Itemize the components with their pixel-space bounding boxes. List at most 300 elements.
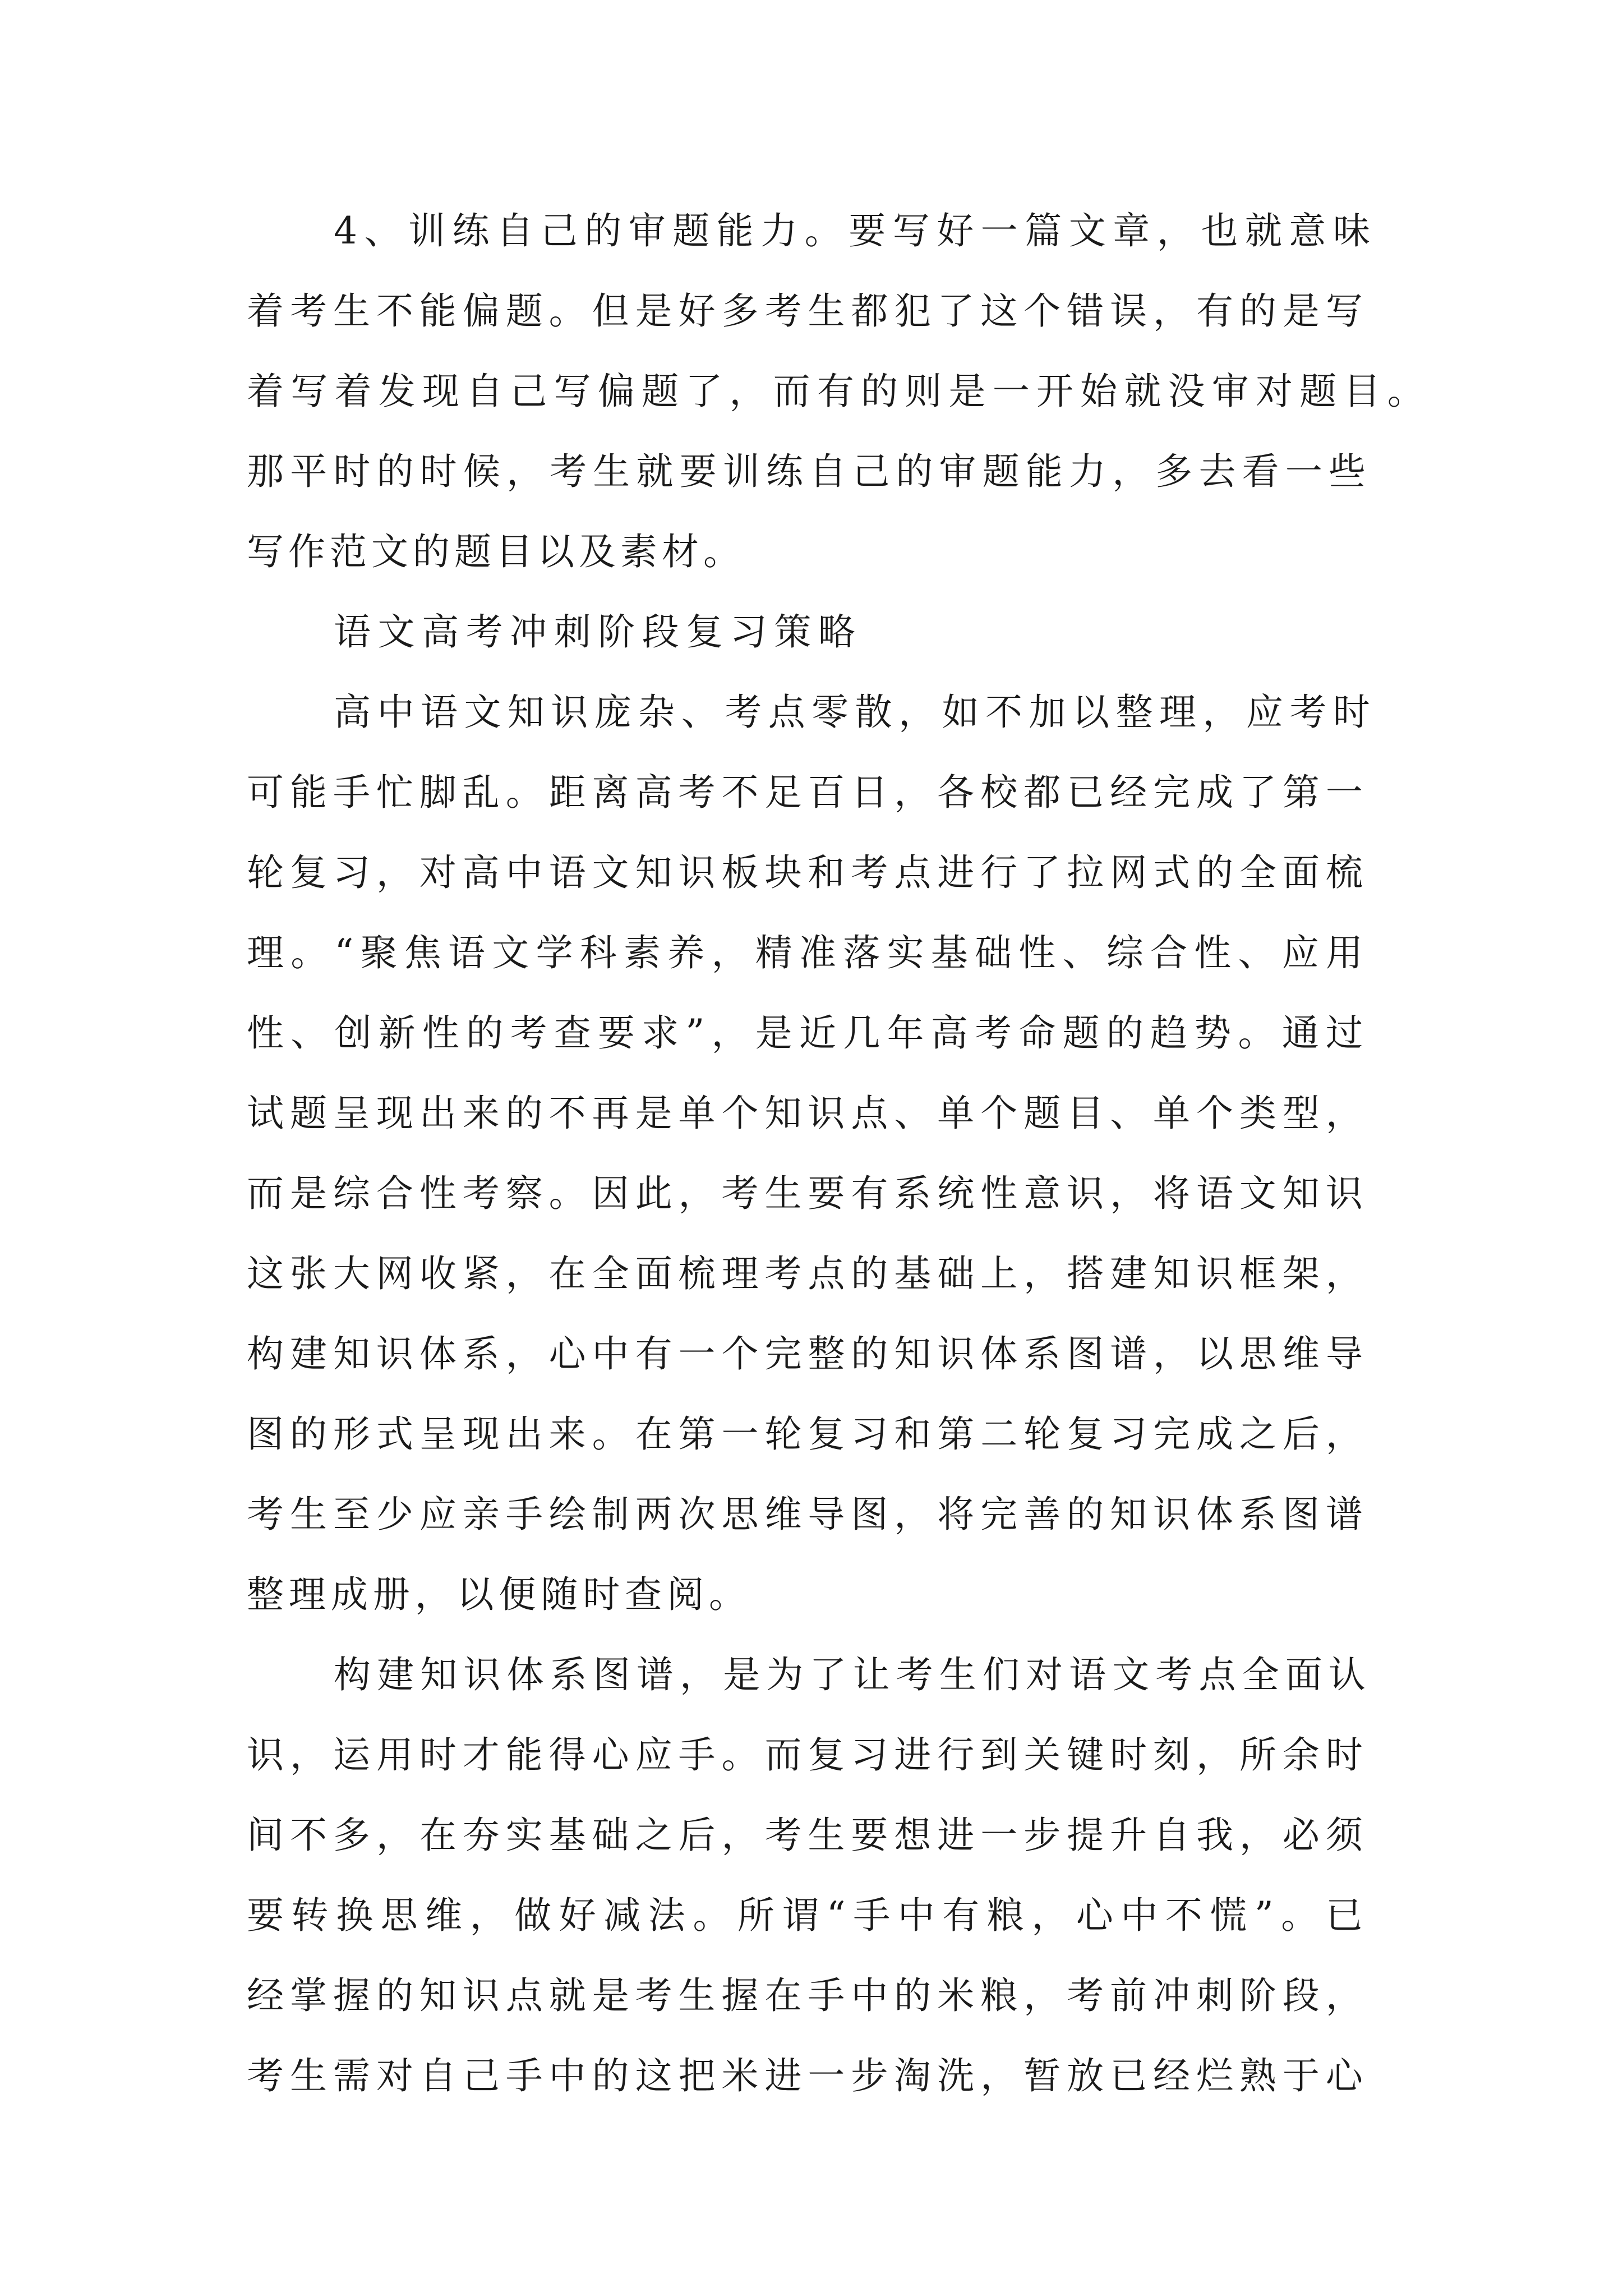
glyph: 考 bbox=[289, 289, 327, 333]
glyph: 以 bbox=[1196, 1332, 1233, 1375]
glyph: 一 bbox=[1285, 450, 1322, 493]
glyph: 是 bbox=[289, 1172, 327, 1215]
glyph: 关 bbox=[1023, 1733, 1061, 1777]
glyph: 维 bbox=[764, 1493, 802, 1536]
glyph: 间 bbox=[247, 1814, 284, 1857]
section-heading bbox=[334, 607, 855, 657]
glyph: 审 bbox=[939, 450, 976, 493]
glyph: 成 bbox=[330, 1573, 368, 1616]
glyph: 势 bbox=[1194, 1011, 1232, 1055]
glyph: ， bbox=[898, 691, 936, 734]
glyph: 也 bbox=[1201, 209, 1238, 252]
glyph: 考 bbox=[896, 1653, 933, 1696]
glyph: 生 bbox=[289, 2054, 327, 2097]
glyph: 对 bbox=[376, 2054, 413, 2097]
paragraph-line bbox=[247, 1489, 1363, 1540]
glyph: 命 bbox=[1018, 1011, 1056, 1055]
glyph: 是 bbox=[723, 1653, 760, 1696]
glyph: 的 bbox=[1067, 1493, 1104, 1536]
glyph: 经 bbox=[1153, 2054, 1191, 2097]
glyph: 略 bbox=[818, 610, 855, 654]
glyph: ， bbox=[1110, 1172, 1147, 1215]
glyph: 。 bbox=[1387, 370, 1424, 413]
glyph: 考 bbox=[764, 1814, 802, 1857]
glyph: 中 bbox=[1121, 1894, 1158, 1937]
glyph: 行 bbox=[980, 851, 1018, 894]
glyph: 综 bbox=[333, 1172, 370, 1215]
glyph: 了 bbox=[809, 1653, 847, 1696]
glyph: 单 bbox=[678, 1092, 716, 1135]
glyph: 着 bbox=[334, 370, 372, 413]
glyph: 题 bbox=[454, 530, 491, 573]
glyph: 时 bbox=[419, 450, 457, 493]
glyph: 有 bbox=[635, 1332, 672, 1375]
glyph: 生 bbox=[289, 1493, 327, 1536]
glyph: 有 bbox=[942, 1894, 980, 1937]
glyph: 识 bbox=[937, 1332, 975, 1375]
glyph: 写 bbox=[1325, 289, 1363, 333]
glyph: 理 bbox=[247, 931, 284, 974]
glyph: 了 bbox=[1239, 771, 1276, 814]
glyph: 。 bbox=[548, 289, 586, 333]
paragraph-line bbox=[247, 366, 1424, 417]
glyph: 我 bbox=[1196, 1814, 1233, 1857]
glyph: 散 bbox=[855, 691, 892, 734]
glyph: 习 bbox=[851, 1412, 888, 1456]
paragraph-line bbox=[334, 206, 1370, 256]
glyph: 提 bbox=[1067, 1814, 1104, 1857]
glyph: 全 bbox=[1242, 1653, 1279, 1696]
glyph: 习 bbox=[333, 851, 370, 894]
glyph: ， bbox=[980, 2054, 1018, 2097]
glyph: 而 bbox=[764, 1733, 802, 1777]
glyph: 实 bbox=[887, 931, 924, 974]
glyph: 应 bbox=[1246, 691, 1283, 734]
glyph: 。 bbox=[721, 1733, 759, 1777]
glyph: 粮 bbox=[986, 1894, 1024, 1937]
glyph: 个 bbox=[1196, 1092, 1233, 1135]
glyph: 自 bbox=[496, 209, 534, 252]
glyph: 己 bbox=[852, 450, 890, 493]
glyph: 习 bbox=[1110, 1412, 1147, 1456]
glyph: 自 bbox=[419, 2054, 457, 2097]
glyph: 经 bbox=[247, 1974, 284, 2017]
glyph: 识 bbox=[1196, 1252, 1233, 1295]
glyph: 思 bbox=[380, 1894, 418, 1937]
glyph: 及 bbox=[579, 530, 616, 573]
paragraph-line bbox=[247, 767, 1363, 818]
glyph: 性 bbox=[419, 1172, 457, 1215]
glyph: “ bbox=[334, 931, 354, 974]
glyph: 的 bbox=[584, 209, 622, 252]
glyph: 考 bbox=[721, 1172, 759, 1215]
glyph: 维 bbox=[1282, 1332, 1320, 1375]
glyph: ， bbox=[289, 1733, 327, 1777]
glyph: 不 bbox=[376, 289, 413, 333]
glyph: 两 bbox=[635, 1493, 672, 1536]
glyph: 熟 bbox=[1239, 2054, 1276, 2097]
glyph: 完 bbox=[980, 1493, 1018, 1536]
paragraph-line bbox=[247, 527, 740, 577]
glyph: 能 bbox=[505, 1733, 543, 1777]
glyph: 考 bbox=[1067, 1974, 1104, 2017]
glyph: 养 bbox=[667, 931, 705, 974]
glyph: 自 bbox=[466, 370, 504, 413]
glyph: 、 bbox=[894, 1092, 932, 1135]
glyph: 就 bbox=[1124, 370, 1161, 413]
glyph: 建 bbox=[1110, 1252, 1147, 1295]
glyph: 段 bbox=[1282, 1974, 1320, 2017]
glyph: 谱 bbox=[636, 1653, 674, 1696]
glyph: 进 bbox=[937, 1814, 975, 1857]
glyph: 就 bbox=[1244, 209, 1282, 252]
glyph: 着 bbox=[247, 289, 284, 333]
glyph: 维 bbox=[425, 1894, 463, 1937]
glyph: 题 bbox=[1299, 370, 1337, 413]
glyph: 阅 bbox=[667, 1573, 704, 1616]
glyph: 性 bbox=[1194, 931, 1232, 974]
glyph: 知 bbox=[1282, 1172, 1320, 1215]
glyph: 洗 bbox=[937, 2054, 975, 2097]
glyph: 段 bbox=[642, 610, 679, 654]
glyph: 知 bbox=[333, 1332, 370, 1375]
glyph: 时 bbox=[1110, 1733, 1147, 1777]
glyph: 谱 bbox=[1325, 1493, 1363, 1536]
glyph: 系 bbox=[1023, 1332, 1061, 1375]
glyph: ” bbox=[685, 1011, 705, 1055]
glyph: 创 bbox=[334, 1011, 372, 1055]
glyph: 识 bbox=[463, 1653, 501, 1696]
glyph: 习 bbox=[730, 610, 767, 654]
glyph: 谓 bbox=[782, 1894, 819, 1937]
glyph: 篇 bbox=[1025, 209, 1062, 252]
glyph: 对 bbox=[419, 851, 457, 894]
glyph: 百 bbox=[808, 771, 845, 814]
glyph: 轮 bbox=[764, 1412, 802, 1456]
glyph: 、 bbox=[681, 691, 718, 734]
glyph: 不 bbox=[1165, 1894, 1202, 1937]
glyph: 是 bbox=[755, 1011, 792, 1055]
glyph: ， bbox=[1153, 1332, 1191, 1375]
glyph: 出 bbox=[505, 1412, 543, 1456]
glyph: ， bbox=[894, 1493, 932, 1536]
glyph: 行 bbox=[937, 1733, 975, 1777]
paragraph-line bbox=[247, 1810, 1363, 1861]
glyph: 阶 bbox=[1239, 1974, 1276, 2017]
glyph: 知 bbox=[419, 1974, 457, 2017]
glyph: 一 bbox=[808, 2054, 845, 2097]
glyph: 现 bbox=[422, 370, 459, 413]
glyph: 对 bbox=[1026, 1653, 1063, 1696]
glyph: 个 bbox=[721, 1332, 759, 1375]
glyph: 复 bbox=[1067, 1412, 1104, 1456]
glyph: 完 bbox=[1153, 771, 1191, 814]
glyph: 思 bbox=[1239, 1332, 1276, 1375]
glyph: 一 bbox=[678, 1332, 716, 1375]
glyph: 整 bbox=[808, 1332, 845, 1375]
glyph: 。 bbox=[505, 771, 543, 814]
glyph: 误 bbox=[1110, 289, 1147, 333]
glyph: 了 bbox=[937, 289, 975, 333]
glyph: 将 bbox=[1153, 1172, 1191, 1215]
glyph: 生 bbox=[593, 450, 630, 493]
glyph: 粮 bbox=[980, 1974, 1018, 2017]
glyph: 时 bbox=[583, 1573, 620, 1616]
glyph: 题 bbox=[672, 209, 710, 252]
glyph: 审 bbox=[1211, 370, 1249, 413]
glyph: 素 bbox=[620, 530, 657, 573]
glyph: 用 bbox=[376, 1733, 413, 1777]
glyph: 复 bbox=[808, 1412, 845, 1456]
glyph: 对 bbox=[1256, 370, 1293, 413]
glyph: 此 bbox=[635, 1172, 672, 1215]
glyph: 目 bbox=[1343, 370, 1381, 413]
glyph: 。 bbox=[548, 1172, 586, 1215]
glyph: 好 bbox=[937, 209, 974, 252]
glyph: 识 bbox=[462, 1974, 500, 2017]
glyph: 生 bbox=[808, 1814, 845, 1857]
glyph: ， bbox=[376, 851, 413, 894]
glyph: 随 bbox=[541, 1573, 578, 1616]
glyph: 拉 bbox=[1067, 851, 1104, 894]
glyph: 、 bbox=[1062, 931, 1100, 974]
glyph: 让 bbox=[852, 1653, 890, 1696]
glyph: 第 bbox=[1282, 771, 1320, 814]
glyph: 始 bbox=[1080, 370, 1118, 413]
glyph: 都 bbox=[851, 289, 888, 333]
glyph: 生 bbox=[808, 289, 845, 333]
glyph: 以 bbox=[537, 530, 574, 573]
glyph: 烂 bbox=[1196, 2054, 1233, 2097]
paragraph-line bbox=[334, 687, 1370, 738]
glyph: 个 bbox=[980, 1092, 1018, 1135]
glyph: 考 bbox=[725, 691, 762, 734]
glyph: 刺 bbox=[554, 610, 591, 654]
glyph: 图 bbox=[247, 1412, 284, 1456]
glyph: 系 bbox=[894, 1172, 932, 1215]
glyph: 的 bbox=[376, 1974, 413, 2017]
glyph: 语 bbox=[420, 691, 458, 734]
glyph: 题 bbox=[1023, 1092, 1061, 1135]
glyph: ， bbox=[1239, 1814, 1276, 1857]
glyph: 握 bbox=[721, 1974, 759, 2017]
glyph: 理 bbox=[721, 1252, 759, 1295]
glyph: 的 bbox=[289, 1412, 327, 1456]
glyph: 作 bbox=[288, 530, 325, 573]
glyph: 知 bbox=[420, 1653, 458, 1696]
glyph: 近 bbox=[799, 1011, 836, 1055]
glyph: 理 bbox=[1159, 691, 1196, 734]
glyph: 中 bbox=[377, 691, 414, 734]
glyph: ， bbox=[711, 1011, 749, 1055]
glyph: 收 bbox=[419, 1252, 457, 1295]
glyph: 时 bbox=[1332, 691, 1370, 734]
glyph: 己 bbox=[540, 209, 578, 252]
glyph: 语 bbox=[334, 610, 371, 654]
glyph: 用 bbox=[1326, 931, 1363, 974]
paragraph-line bbox=[247, 1168, 1363, 1219]
glyph: 之 bbox=[1239, 1412, 1276, 1456]
glyph: 题 bbox=[1062, 1011, 1100, 1055]
glyph: 在 bbox=[764, 1974, 802, 2017]
glyph: 4 bbox=[334, 209, 357, 252]
glyph: 。 bbox=[708, 1573, 746, 1616]
glyph: 偏 bbox=[597, 370, 635, 413]
paragraph-line bbox=[247, 1008, 1363, 1059]
glyph: 文 bbox=[1068, 209, 1106, 252]
glyph: 加 bbox=[1029, 691, 1066, 734]
glyph: 有 bbox=[817, 370, 854, 413]
glyph: 识 bbox=[551, 691, 588, 734]
glyph: 识 bbox=[1153, 1493, 1191, 1536]
glyph: 经 bbox=[1110, 771, 1147, 814]
glyph: 思 bbox=[721, 1493, 759, 1536]
glyph: 夯 bbox=[462, 1814, 500, 1857]
glyph: 性 bbox=[980, 1172, 1018, 1215]
glyph: 、 bbox=[291, 1011, 328, 1055]
glyph: 和 bbox=[808, 851, 845, 894]
glyph: 后 bbox=[678, 1814, 716, 1857]
glyph: 体 bbox=[1196, 1493, 1233, 1536]
glyph: 整 bbox=[1115, 691, 1153, 734]
glyph: 通 bbox=[1281, 1011, 1319, 1055]
glyph: 有 bbox=[1196, 289, 1233, 333]
glyph: 把 bbox=[678, 2054, 716, 2097]
glyph: 系 bbox=[462, 1332, 500, 1375]
glyph: 搭 bbox=[1067, 1252, 1104, 1295]
glyph: 为 bbox=[766, 1653, 804, 1696]
glyph: 开 bbox=[1036, 370, 1073, 413]
glyph: 单 bbox=[937, 1092, 975, 1135]
glyph: 刺 bbox=[1196, 1974, 1233, 2017]
glyph: 要 bbox=[598, 1011, 635, 1055]
glyph: 心 bbox=[548, 1332, 586, 1375]
glyph: 全 bbox=[592, 1252, 629, 1295]
glyph: 策 bbox=[774, 610, 811, 654]
glyph: 已 bbox=[1110, 2054, 1147, 2097]
glyph: 点 bbox=[894, 851, 932, 894]
glyph: 不 bbox=[548, 1092, 586, 1135]
glyph: 题 bbox=[289, 1092, 327, 1135]
glyph: 一 bbox=[992, 370, 1030, 413]
glyph: 些 bbox=[1328, 450, 1366, 493]
glyph: 形 bbox=[333, 1412, 370, 1456]
glyph: 统 bbox=[937, 1172, 975, 1215]
glyph: 全 bbox=[1239, 851, 1276, 894]
glyph: 写 bbox=[291, 370, 328, 413]
paragraph-line bbox=[247, 1570, 746, 1620]
glyph: 校 bbox=[980, 771, 1018, 814]
glyph: 于 bbox=[1282, 2054, 1320, 2097]
glyph: 所 bbox=[1239, 1733, 1276, 1777]
glyph: 不 bbox=[289, 1814, 327, 1857]
glyph: 能 bbox=[1025, 450, 1063, 493]
glyph: 在 bbox=[419, 1814, 457, 1857]
glyph: 建 bbox=[377, 1653, 414, 1696]
glyph: 自 bbox=[1153, 1814, 1191, 1857]
glyph: 在 bbox=[548, 1252, 586, 1295]
glyph: ， bbox=[1156, 209, 1194, 252]
glyph: 多 bbox=[1155, 450, 1193, 493]
glyph: 网 bbox=[376, 1252, 413, 1295]
glyph: 转 bbox=[291, 1894, 329, 1937]
glyph: 忙 bbox=[376, 771, 413, 814]
glyph: 体 bbox=[980, 1332, 1018, 1375]
glyph: 的 bbox=[1196, 851, 1233, 894]
glyph: 慌 bbox=[1210, 1894, 1247, 1937]
glyph: 握 bbox=[333, 1974, 370, 2017]
glyph: 复 bbox=[808, 1733, 845, 1777]
glyph: 面 bbox=[635, 1252, 672, 1295]
glyph: 至 bbox=[333, 1493, 370, 1536]
glyph: 落 bbox=[843, 931, 880, 974]
glyph: ， bbox=[1325, 1092, 1363, 1135]
glyph: 综 bbox=[1106, 931, 1144, 974]
glyph: 素 bbox=[624, 931, 661, 974]
glyph: 的 bbox=[861, 370, 898, 413]
glyph: 离 bbox=[592, 771, 629, 814]
paragraph-line bbox=[247, 447, 1366, 497]
glyph: 的 bbox=[592, 2054, 629, 2097]
glyph: 第 bbox=[678, 1412, 716, 1456]
glyph: 文 bbox=[592, 851, 629, 894]
paragraph-line bbox=[247, 848, 1363, 898]
glyph: 是 bbox=[635, 1092, 672, 1135]
glyph: 聚 bbox=[360, 931, 398, 974]
glyph: 力 bbox=[760, 209, 798, 252]
glyph: 高 bbox=[635, 771, 672, 814]
glyph: 手 bbox=[808, 1974, 845, 2017]
glyph: 可 bbox=[247, 771, 284, 814]
glyph: 心 bbox=[1325, 2054, 1363, 2097]
glyph: 册 bbox=[372, 1573, 410, 1616]
glyph: 味 bbox=[1332, 209, 1370, 252]
glyph: 减 bbox=[603, 1894, 641, 1937]
glyph: 考 bbox=[764, 289, 802, 333]
glyph: 导 bbox=[808, 1493, 845, 1536]
glyph: 查 bbox=[625, 1573, 662, 1616]
glyph: 式 bbox=[376, 1412, 413, 1456]
glyph: 知 bbox=[764, 1092, 802, 1135]
glyph: 中 bbox=[851, 1974, 888, 2017]
glyph: 求 bbox=[642, 1011, 679, 1055]
glyph: 要 bbox=[679, 450, 717, 493]
glyph: ， bbox=[721, 1814, 759, 1857]
glyph: 知 bbox=[507, 691, 545, 734]
glyph: 阶 bbox=[598, 610, 635, 654]
glyph: 材 bbox=[662, 530, 699, 573]
glyph: 余 bbox=[1282, 1733, 1320, 1777]
glyph: 能 bbox=[419, 289, 457, 333]
glyph: 识 bbox=[1067, 1172, 1104, 1215]
glyph: 一 bbox=[721, 1412, 759, 1456]
glyph: 、 bbox=[1110, 1092, 1147, 1135]
glyph: 所 bbox=[737, 1894, 774, 1937]
glyph: 系 bbox=[550, 1653, 587, 1696]
glyph: 成 bbox=[1196, 1412, 1233, 1456]
glyph: 复 bbox=[289, 851, 327, 894]
glyph: 制 bbox=[592, 1493, 629, 1536]
paragraph-line bbox=[247, 1088, 1363, 1139]
glyph: 语 bbox=[1069, 1653, 1106, 1696]
glyph: 法 bbox=[648, 1894, 685, 1937]
glyph: 知 bbox=[894, 1332, 932, 1375]
glyph: 识 bbox=[247, 1733, 284, 1777]
glyph: 科 bbox=[579, 931, 617, 974]
glyph: 考 bbox=[764, 1252, 802, 1295]
glyph: 须 bbox=[1325, 1814, 1363, 1857]
glyph: 之 bbox=[635, 1814, 672, 1857]
